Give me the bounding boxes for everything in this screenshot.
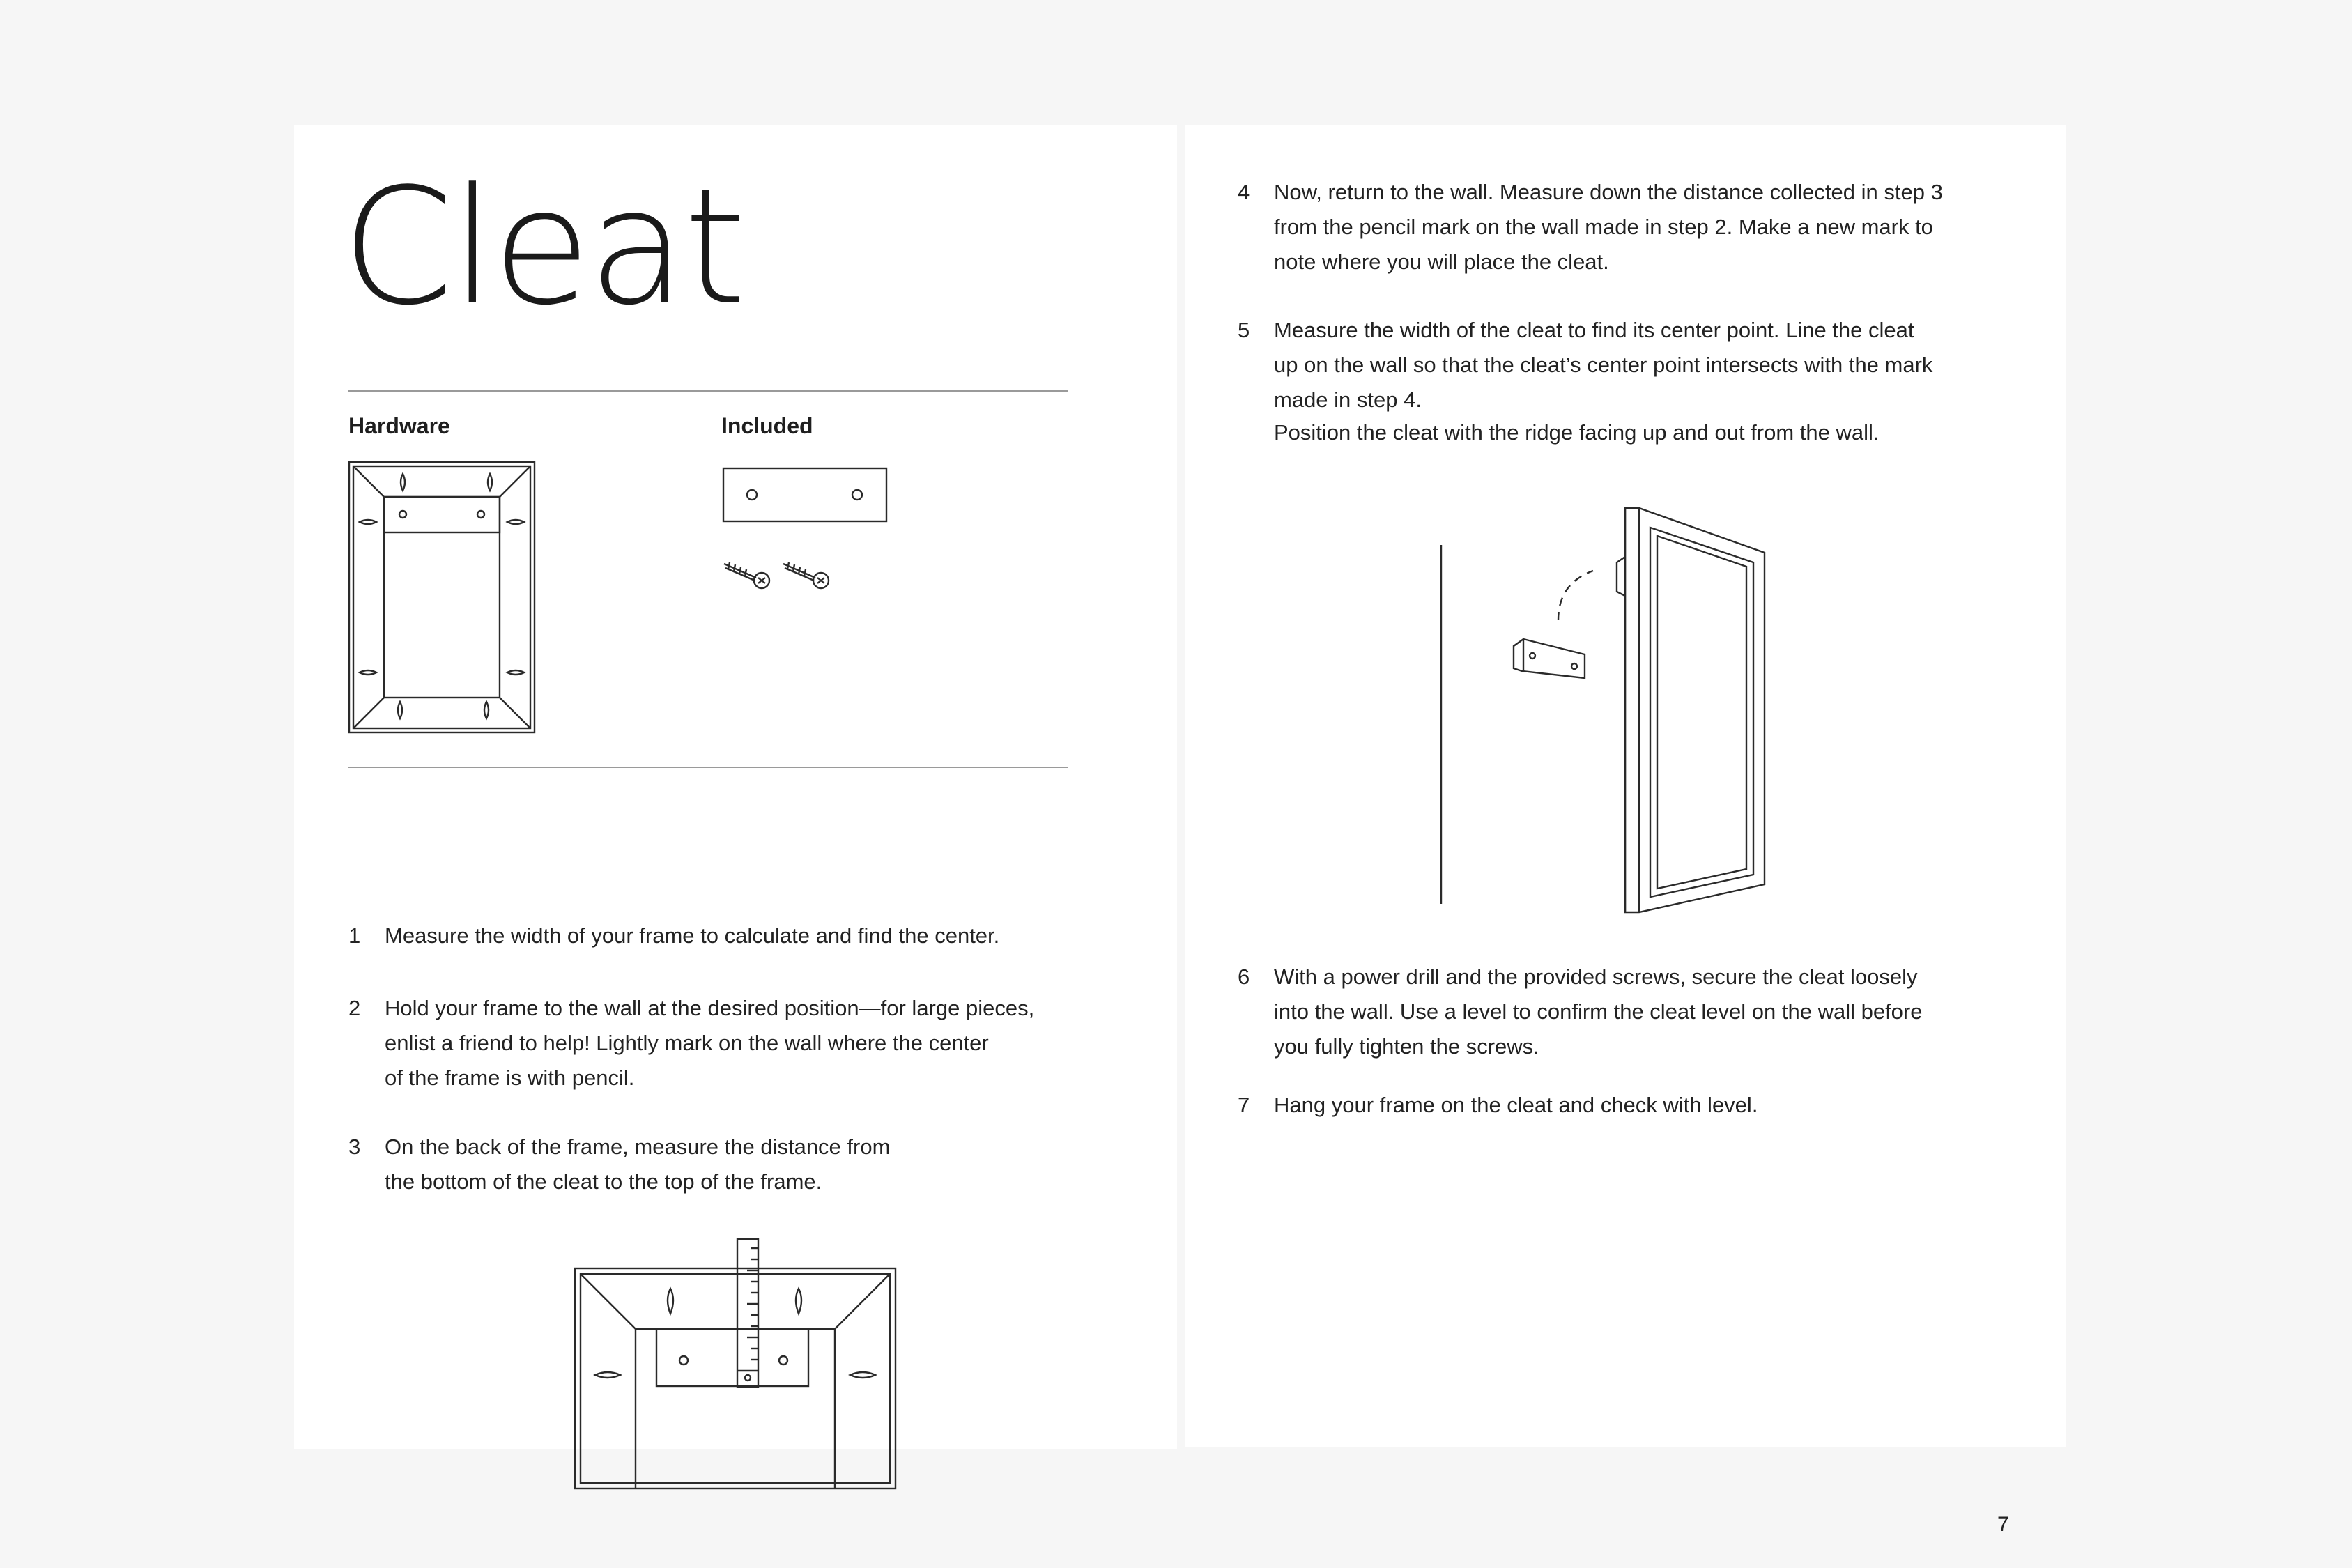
step-line: Hold your frame to the wall at the desired position—for large pieces, bbox=[385, 996, 1035, 1020]
step-line: Measure the width of your frame to calculate and find the center. bbox=[385, 923, 1000, 948]
step-line: you fully tighten the screws. bbox=[1274, 1034, 1539, 1059]
step-line: from the pencil mark on the wall made in step 2. Make a new mark to bbox=[1274, 215, 1933, 239]
screw-icon bbox=[782, 557, 838, 590]
page-number: 7 bbox=[1997, 1513, 2009, 1536]
step-line: into the wall. Use a level to confirm the cleat level on the wall before bbox=[1274, 999, 1923, 1024]
step-line: With a power drill and the provided screws, secure the cleat loosely bbox=[1274, 964, 1918, 989]
step-number: 5 bbox=[1238, 318, 1250, 342]
cleat-to-wall-icon bbox=[1440, 507, 1767, 918]
step-number: 1 bbox=[348, 923, 361, 948]
step-line: enlist a friend to help! Lightly mark on the wall where the center bbox=[385, 1031, 989, 1055]
step-line: Measure the width of the cleat to find its center point. Line the cleat bbox=[1274, 318, 1914, 342]
step-line: Hang your frame on the cleat and check with level. bbox=[1274, 1093, 1758, 1117]
included-label: Included bbox=[721, 413, 813, 438]
step-number: 6 bbox=[1238, 964, 1250, 989]
step-line: of the frame is with pencil. bbox=[385, 1066, 635, 1090]
ruler-on-frame-back-icon bbox=[574, 1238, 896, 1491]
step-5-note: Position the cleat with the ridge facing up and out from the wall. bbox=[1274, 420, 1880, 445]
step-line: made in step 4. bbox=[1274, 387, 1422, 412]
cleat-bar-icon bbox=[723, 468, 887, 522]
screw-icon bbox=[723, 557, 778, 590]
step-line: On the back of the frame, measure the distance from bbox=[385, 1135, 891, 1159]
step-text bbox=[1274, 313, 1932, 417]
hardware-label: Hardware bbox=[348, 413, 450, 438]
top-divider bbox=[348, 390, 1068, 392]
step-line: up on the wall so that the cleat’s center point intersects with the mark bbox=[1274, 353, 1933, 377]
step-number: 7 bbox=[1238, 1093, 1250, 1117]
step-line: Now, return to the wall. Measure down the distance collected in step 3 bbox=[1274, 180, 1943, 204]
frame-back-with-cleat-icon bbox=[348, 461, 535, 733]
step-text bbox=[385, 1130, 890, 1199]
step-text bbox=[1274, 960, 1922, 1064]
page-title: Cleat bbox=[341, 155, 744, 341]
step-line: the bottom of the cleat to the top of the frame. bbox=[385, 1169, 822, 1194]
right-page bbox=[1185, 125, 2066, 1536]
step-number: 3 bbox=[348, 1135, 361, 1159]
step-text bbox=[1274, 1088, 1758, 1123]
left-page bbox=[294, 125, 1177, 1449]
step-line: note where you will place the cleat. bbox=[1274, 249, 1609, 274]
step-number: 4 bbox=[1238, 180, 1250, 204]
step-number: 2 bbox=[348, 996, 361, 1020]
step-text bbox=[385, 991, 1034, 1096]
step-text bbox=[1274, 175, 1943, 279]
step-text bbox=[385, 918, 999, 953]
middle-divider bbox=[348, 767, 1068, 768]
